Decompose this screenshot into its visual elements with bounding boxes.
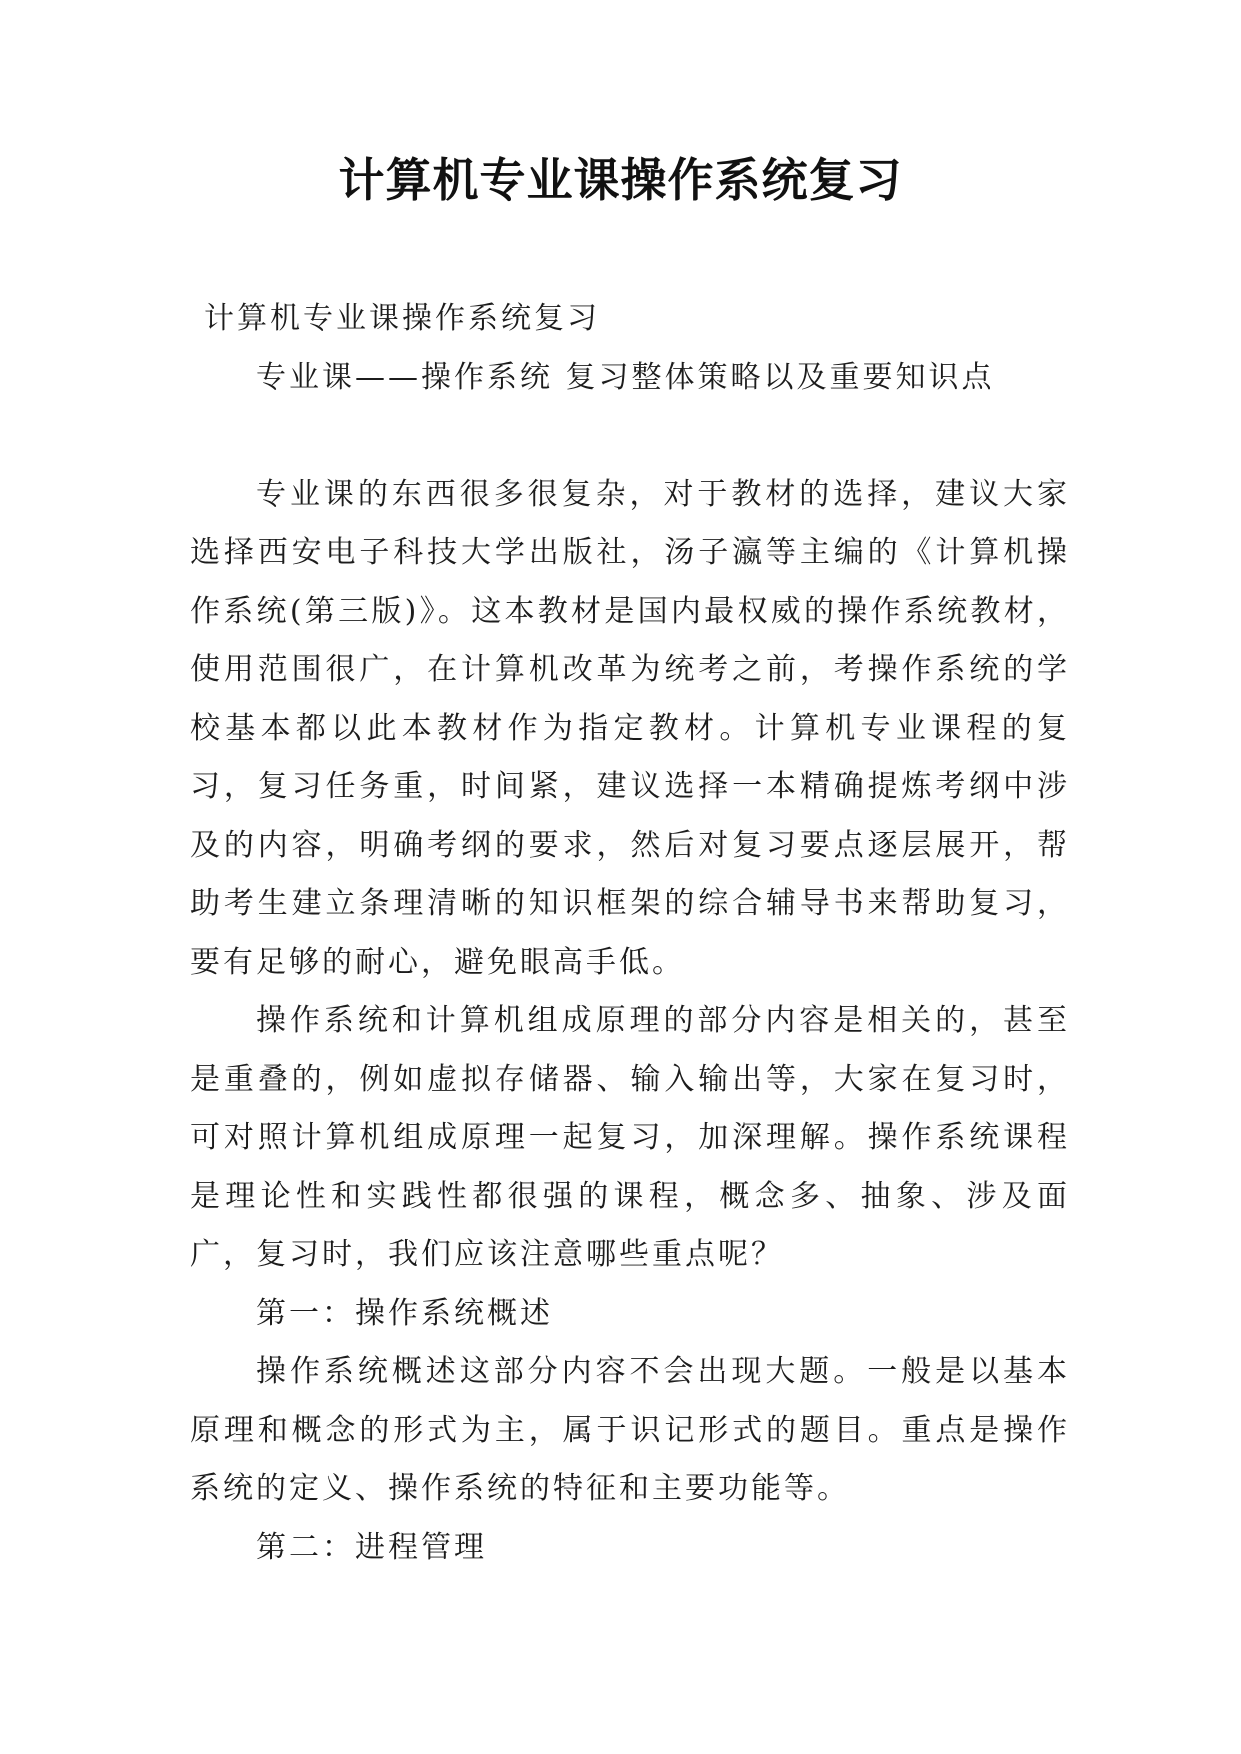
- paragraph-textbook-advice: 专业课的东西很多很复杂，对于教材的选择，建议大家选择西安电子科技大学出版社，汤子瀛等主编的《计算机操作系统(第三版)》。这本教材是国内最权威的操作系统教材，使用范围很广，在计算机改革为统考之前，考操作系统的学校基本都以此本教材作为指定教材。计算机专业课程的复习，复习任务重，时间紧，建议选择一本精确提炼考纲中涉及的内容，明确考纲的要求，然后对复习要点逐层展开，帮助考生建立条理清晰的知识框架的综合辅导书来帮助复习，要有足够的耐心，避免眼高手低。: [190, 476, 1070, 980]
- document-title: 计算机专业课操作系统复习: [338, 153, 903, 207]
- paragraph-overview: 操作系统概述这部分内容不会出现大题。一般是以基本原理和概念的形式为主，属于识记形式的题目。重点是操作系统的定义、操作系统的特征和主要功能等。: [190, 1354, 1070, 1506]
- document-subtitle: 计算机专业课操作系统复习: [204, 301, 600, 336]
- document-body: [190, 290, 1070, 1577]
- paragraph-review-focus: 操作系统和计算机组成原理的部分内容是相关的，甚至是重叠的，例如虚拟存储器、输入输出等，大家在复习时，可对照计算机组成原理一起复习，加深理解。操作系统课程是理论性和实践性都很强的课程，概念多、抽象、涉及面广，复习时，我们应该注意哪些重点呢？: [190, 1003, 1070, 1272]
- blank-line: [190, 407, 1070, 466]
- section-heading-process-management: 第二：进程管理: [256, 1529, 487, 1565]
- strategy-line: 专业课——操作系统 复习整体策略以及重要知识点: [256, 359, 995, 395]
- section-heading-overview: 第一：操作系统概述: [256, 1295, 553, 1331]
